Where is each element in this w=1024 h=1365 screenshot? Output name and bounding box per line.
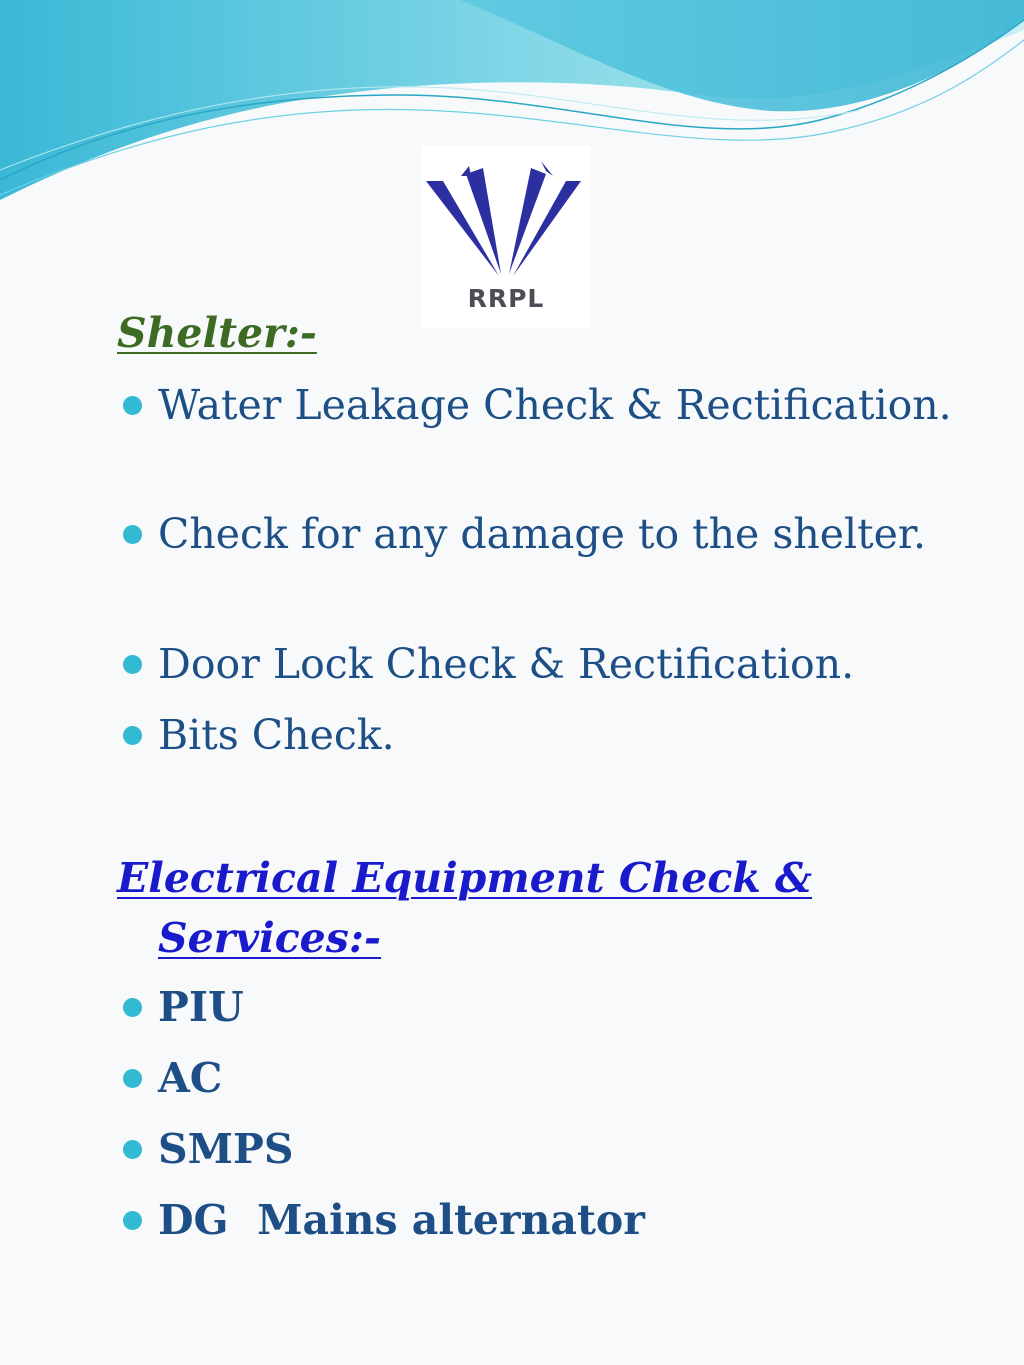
electrical-heading: Electrical Equipment Check & Services:- <box>117 854 813 962</box>
list-item: Door Lock Check & Rectification. <box>117 635 977 693</box>
bullet-icon <box>123 726 142 745</box>
bullet-icon <box>123 1069 142 1088</box>
list-item: DG Mains alternator <box>117 1191 977 1249</box>
list-item: Check for any damage to the shelter. <box>117 505 977 563</box>
bullet-icon <box>123 1140 142 1159</box>
list-item: Bits Check. <box>117 706 977 764</box>
list-item: SMPS <box>117 1120 977 1178</box>
list-item: Water Leakage Check & Rectification. <box>117 376 977 434</box>
bullet-icon <box>123 998 142 1017</box>
bullet-icon <box>123 1211 142 1230</box>
bullet-icon <box>123 655 142 674</box>
bullet-icon <box>123 525 142 544</box>
bullet-icon <box>123 396 142 415</box>
shelter-heading: Shelter:- <box>117 309 317 357</box>
logo-text: RRPL <box>467 284 545 313</box>
list-item: AC <box>117 1049 977 1107</box>
list-item: PIU <box>117 978 977 1036</box>
